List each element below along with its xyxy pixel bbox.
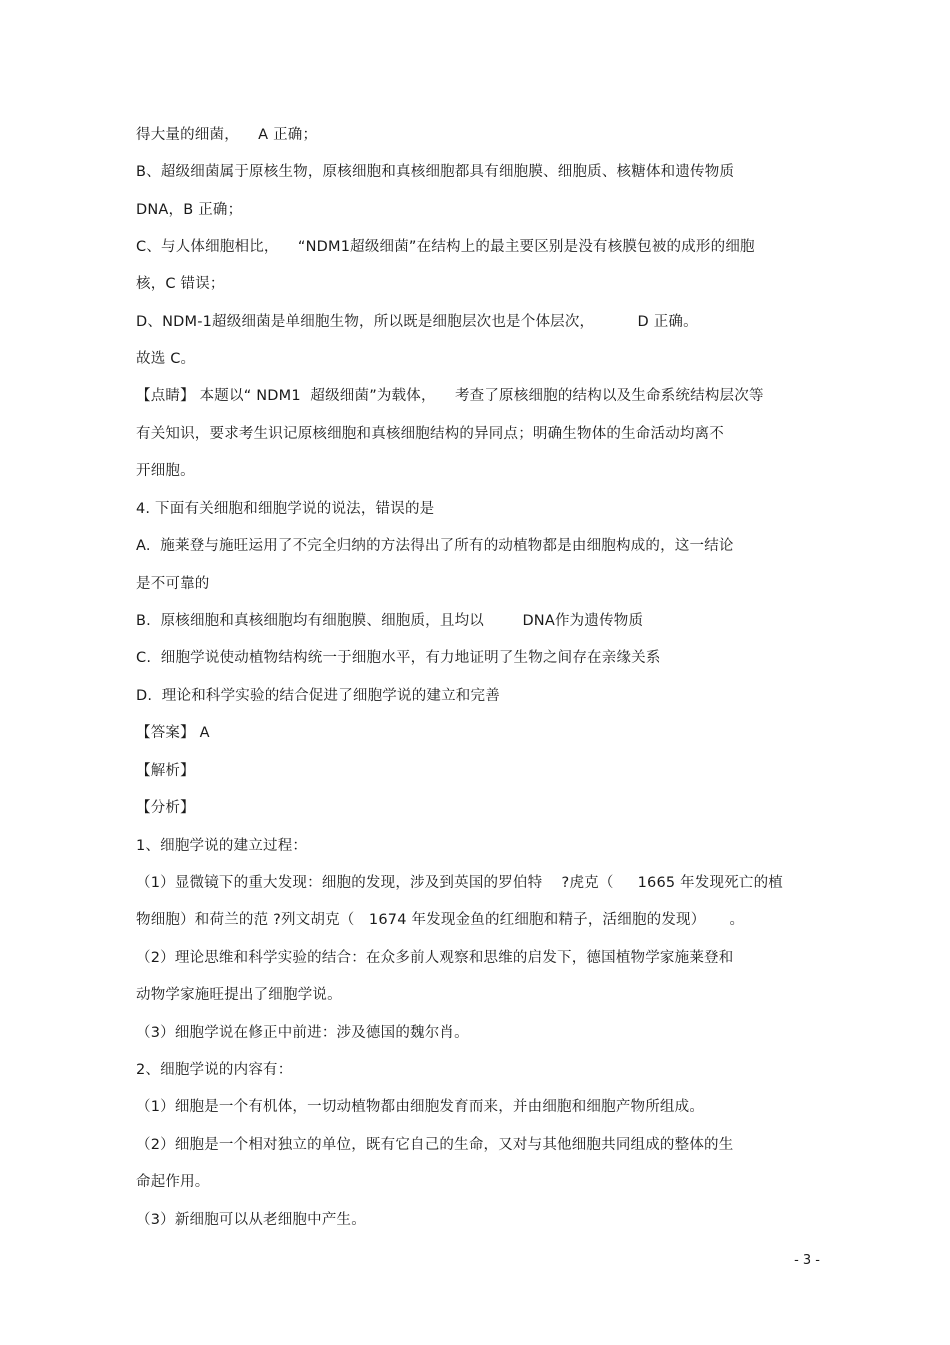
text-line: 有关知识，要求考生识记原核细胞和真核细胞结构的异同点；明确生物体的生命活动均离不 [136,426,724,442]
text-line: 得大量的细菌， A 正确； [136,127,318,143]
text-line: 【点睛】 本题以“ NDM1 超级细菌”为载体， 考查了原核细胞的结构以及生命系统结构层次等 [136,388,764,404]
text-line: C、与人体细胞相比， “NDM1超级细菌”在结构上的最主要区别是没有核膜包被的成形的细胞 [136,239,755,255]
text-line: （3）新细胞可以从老细胞中产生。 [136,1212,366,1228]
text-line: 物细胞）和荷兰的范 ?列文胡克（ 1674 年发现金鱼的红细胞和精子，活细胞的发现） 。 [136,912,745,928]
text-line: 1、细胞学说的建立过程： [136,838,308,854]
option-d: D. 理论和科学实验的结合促进了细胞学说的建立和完善 [136,688,500,704]
text-line: 2、细胞学说的内容有： [136,1062,293,1078]
option-b: B. 原核细胞和真核细胞均有细胞膜、细胞质，且均以 DNA作为遗传物质 [136,613,644,629]
text-line: 命起作用。 [136,1174,210,1190]
text-line: DNA，B 正确； [136,202,243,218]
text-line: 开细胞。 [136,463,195,479]
option-a-cont: 是不可靠的 [136,576,210,592]
text-line: 动物学家施旺提出了细胞学说。 [136,987,342,1003]
answer-line: 【答案】 A [136,725,210,741]
text-line: D、NDM-1超级细菌是单细胞生物，所以既是细胞层次也是个体层次， D 正确。 [136,314,698,330]
analysis-heading: 【分析】 [136,800,195,816]
text-line: 核，C 错误； [136,276,225,292]
text-line: （2）理论思维和科学实验的结合：在众多前人观察和思维的启发下，德国植物学家施莱登和 [136,950,734,966]
text-line: （3）细胞学说在修正中前进：涉及德国的魏尔肖。 [136,1025,469,1041]
option-a: A. 施莱登与施旺运用了不完全归纳的方法得出了所有的动植物都是由细胞构成的，这一结论 [136,538,734,554]
text-line: （1）细胞是一个有机体，一切动植物都由细胞发育而来，并由细胞和细胞产物所组成。 [136,1099,705,1115]
text-line: B、超级细菌属于原核生物，原核细胞和真核细胞都具有细胞膜、细胞质、核糖体和遗传物质 [136,164,735,180]
text-line: （1）显微镜下的重大发现：细胞的发现，涉及到英国的罗伯特 ?虎克（ 1665 年发现死亡的植 [136,875,784,891]
page-number: - 3 - [794,1253,820,1268]
text-line: 故选 C。 [136,351,196,367]
question-title: 4. 下面有关细胞和细胞学说的说法，错误的是 [136,501,435,517]
option-c: C. 细胞学说使动植物结构统一于细胞水平，有力地证明了生物之间存在亲缘关系 [136,650,661,666]
explanation-heading: 【解析】 [136,763,195,779]
text-line: （2）细胞是一个相对独立的单位，既有它自己的生命，又对与其他细胞共同组成的整体的生 [136,1137,734,1153]
